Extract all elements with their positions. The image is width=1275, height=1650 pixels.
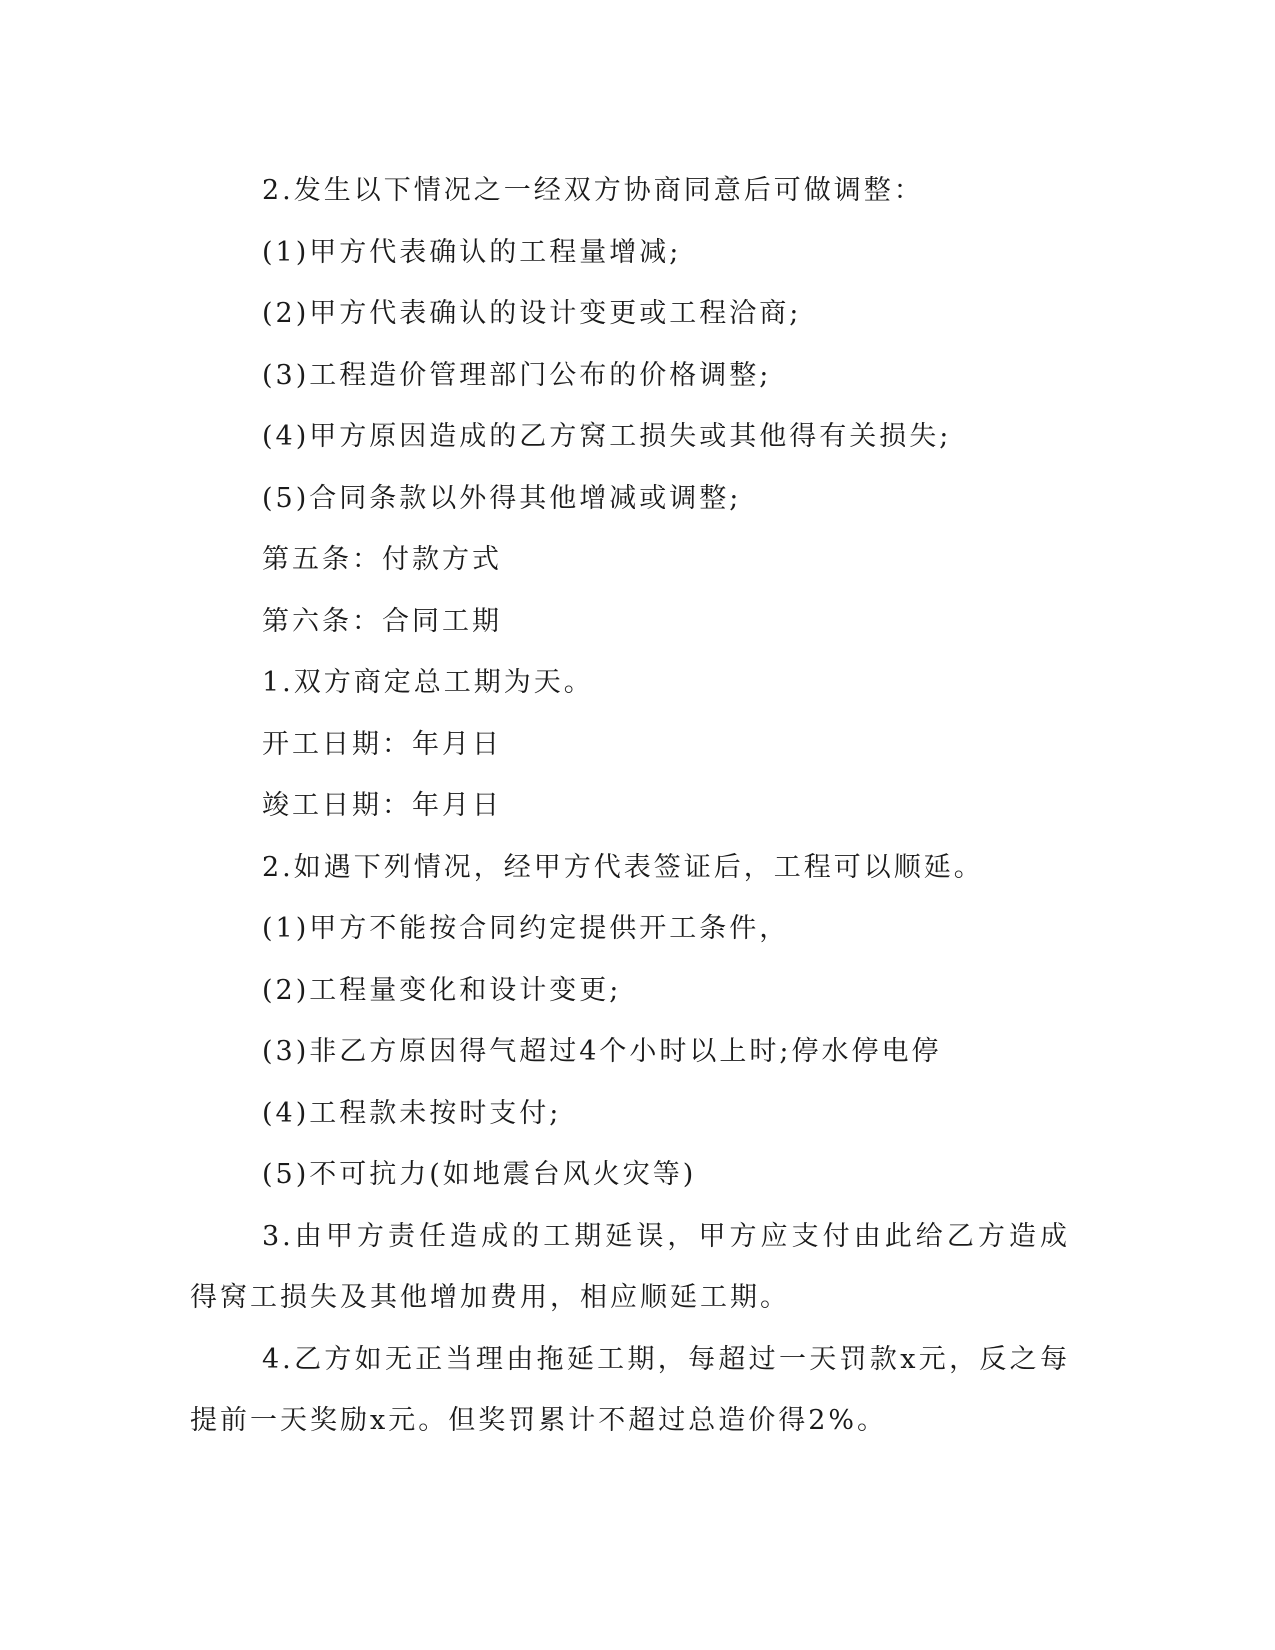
list-item: (5)不可抗力(如地震台风火灾等) bbox=[262, 1159, 697, 1190]
list-item: (3)工程造价管理部门公布的价格调整; bbox=[262, 359, 772, 391]
penalty-reward-paragraph: 4.乙方如无正当理由拖延工期，每超过一天罚款x元，反之每提前一天奖励x元。但奖罚累计不超过总造价得2%。 bbox=[190, 1343, 1070, 1436]
document-body bbox=[190, 160, 1070, 1452]
list-item: (2)工程量变化和设计变更; bbox=[262, 974, 622, 1006]
list-item: (1)甲方代表确认的工程量增减; bbox=[262, 236, 682, 268]
total-duration-line: 1.双方商定总工期为天。 bbox=[262, 667, 594, 698]
list-item: (2)甲方代表确认的设计变更或工程洽商; bbox=[262, 298, 802, 329]
article-five-heading: 第五条：付款方式 bbox=[262, 544, 502, 575]
list-item: (1)甲方不能按合同约定提供开工条件， bbox=[262, 913, 790, 944]
completion-date-line: 竣工日期：年月日 bbox=[262, 790, 502, 821]
list-item: (4)工程款未按时支付; bbox=[262, 1097, 562, 1129]
delay-liability-paragraph: 3.由甲方责任造成的工期延误，甲方应支付由此给乙方造成得窝工损失及其他增加费用，相应顺延工期。 bbox=[190, 1220, 1070, 1313]
article-six-heading: 第六条：合同工期 bbox=[262, 605, 502, 637]
list-item: (4)甲方原因造成的乙方窝工损失或其他得有关损失; bbox=[262, 421, 952, 452]
list-item: (3)非乙方原因得气超过4个小时以上时;停水停电停 bbox=[262, 1036, 942, 1067]
extension-conditions-heading: 2.如遇下列情况，经甲方代表签证后，工程可以顺延。 bbox=[262, 851, 984, 883]
clause-adjustment-heading: 2.发生以下情况之一经双方协商同意后可做调整： bbox=[262, 175, 924, 206]
start-date-line: 开工日期：年月日 bbox=[262, 728, 502, 760]
list-item: (5)合同条款以外得其他增减或调整; bbox=[262, 482, 742, 514]
